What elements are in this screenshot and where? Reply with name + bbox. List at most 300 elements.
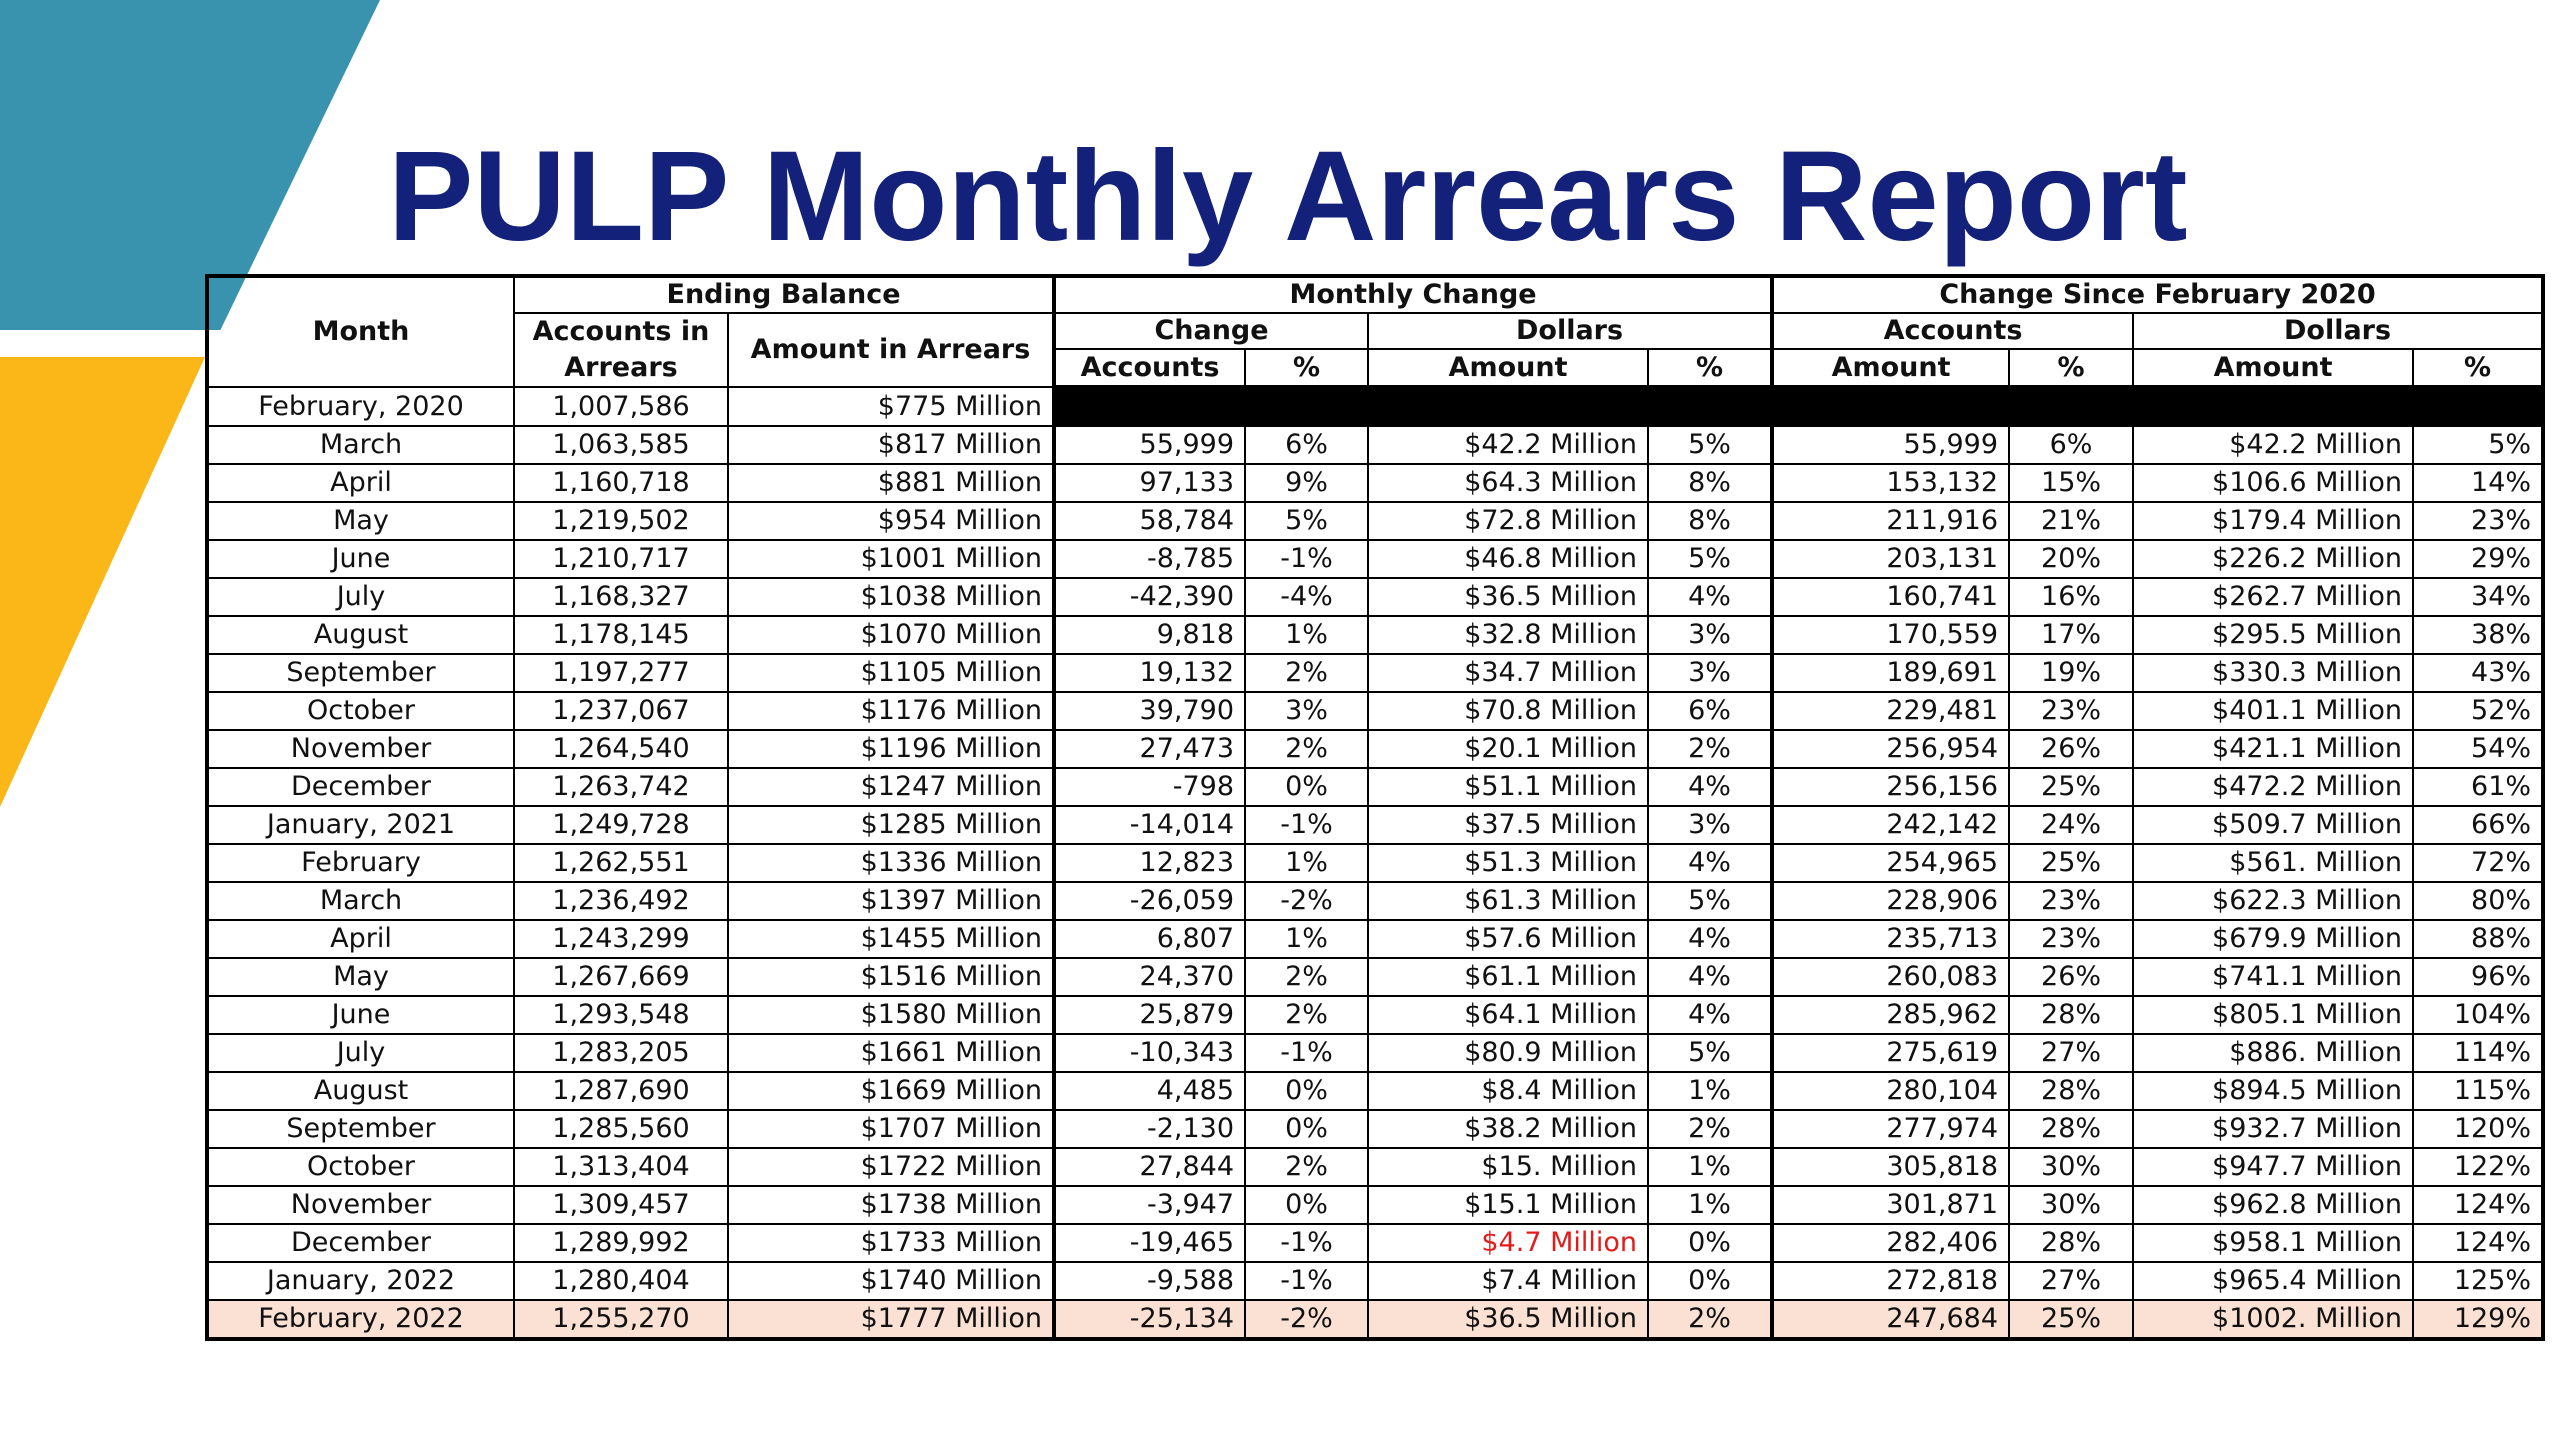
cell-month: March — [207, 426, 514, 464]
cell-month: February, 2020 — [207, 387, 514, 426]
cell-monthly-accounts-change: 97,133 — [1054, 464, 1245, 502]
cell-since-accounts-amount: 282,406 — [1772, 1224, 2009, 1262]
cell-monthly-accounts-change: -10,343 — [1054, 1034, 1245, 1072]
cell-since-dollars-pct: 29% — [2413, 540, 2543, 578]
cell-since-accounts-amount: 211,916 — [1772, 502, 2009, 540]
cell-since-dollars-pct: 88% — [2413, 920, 2543, 958]
cell-since-accounts-pct: 25% — [2009, 1300, 2133, 1339]
cell-monthly-dollars-amount: $51.1 Million — [1368, 768, 1648, 806]
cell-month: October — [207, 692, 514, 730]
header-change: Change — [1054, 313, 1368, 349]
cell-monthly-accounts-change: -8,785 — [1054, 540, 1245, 578]
cell-monthly-dollars-pct: 8% — [1648, 502, 1772, 540]
cell-amount-in-arrears: $1247 Million — [728, 768, 1054, 806]
cell-monthly-dollars-pct: 3% — [1648, 654, 1772, 692]
cell-monthly-accounts-change: -2,130 — [1054, 1110, 1245, 1148]
cell-amount-in-arrears: $1580 Million — [728, 996, 1054, 1034]
cell-since-dollars-amount: $401.1 Million — [2133, 692, 2413, 730]
cell-monthly-accounts-pct: 2% — [1245, 1148, 1368, 1186]
cell-accounts-in-arrears: 1,243,299 — [514, 920, 728, 958]
cell-amount-in-arrears: $881 Million — [728, 464, 1054, 502]
cell-since-accounts-pct: 20% — [2009, 540, 2133, 578]
table-header — [207, 276, 2543, 387]
cell-month: November — [207, 730, 514, 768]
cell-monthly-dollars-amount: $7.4 Million — [1368, 1262, 1648, 1300]
cell-monthly-dollars-amount: $32.8 Million — [1368, 616, 1648, 654]
cell-monthly-dollars-amount: $46.8 Million — [1368, 540, 1648, 578]
cell-amount-in-arrears: $1777 Million — [728, 1300, 1054, 1339]
cell-amount-in-arrears: $1740 Million — [728, 1262, 1054, 1300]
table-row — [207, 1224, 2543, 1262]
cell-month: April — [207, 464, 514, 502]
cell-since-dollars-pct: 14% — [2413, 464, 2543, 502]
cell-since-accounts-pct: 17% — [2009, 616, 2133, 654]
cell-amount-in-arrears: $954 Million — [728, 502, 1054, 540]
cell-since-accounts-amount: 229,481 — [1772, 692, 2009, 730]
cell-monthly-accounts-pct: 0% — [1245, 768, 1368, 806]
cell-monthly-dollars-amount: $64.3 Million — [1368, 464, 1648, 502]
cell-since-accounts-pct: 28% — [2009, 1224, 2133, 1262]
cell-monthly-accounts-pct: 0% — [1245, 1110, 1368, 1148]
cell-since-dollars-pct: 72% — [2413, 844, 2543, 882]
table-row — [207, 502, 2543, 540]
cell-monthly-dollars-amount: $57.6 Million — [1368, 920, 1648, 958]
cell-since-dollars-amount: $679.9 Million — [2133, 920, 2413, 958]
cell-since-accounts-pct: 26% — [2009, 730, 2133, 768]
cell-since-accounts-amount: 285,962 — [1772, 996, 2009, 1034]
cell-monthly-dollars-pct: 0% — [1648, 1224, 1772, 1262]
header-since-dollars: Dollars — [2133, 313, 2543, 349]
cell-since-dollars-amount: $741.1 Million — [2133, 958, 2413, 996]
table-row — [207, 464, 2543, 502]
cell-monthly-dollars-pct: 4% — [1648, 958, 1772, 996]
cell-since-accounts-amount: 256,954 — [1772, 730, 2009, 768]
cell-since-dollars-amount: $295.5 Million — [2133, 616, 2413, 654]
cell-accounts-in-arrears: 1,293,548 — [514, 996, 728, 1034]
cell-since-accounts-amount: 242,142 — [1772, 806, 2009, 844]
cell-monthly-dollars-amount: $64.1 Million — [1368, 996, 1648, 1034]
cell-since-dollars-pct: 54% — [2413, 730, 2543, 768]
cell-since-dollars-pct: 38% — [2413, 616, 2543, 654]
cell-since-dollars-amount: $262.7 Million — [2133, 578, 2413, 616]
cell-monthly-dollars-pct: 4% — [1648, 920, 1772, 958]
cell-accounts-in-arrears: 1,313,404 — [514, 1148, 728, 1186]
cell-month: January, 2021 — [207, 806, 514, 844]
cell-since-accounts-pct: 21% — [2009, 502, 2133, 540]
cell-since-dollars-pct: 23% — [2413, 502, 2543, 540]
cell-monthly-dollars-pct: 1% — [1648, 1148, 1772, 1186]
cell-monthly-dollars-amount: $15.1 Million — [1368, 1186, 1648, 1224]
cell-amount-in-arrears: $817 Million — [728, 426, 1054, 464]
cell-since-accounts-pct: 25% — [2009, 844, 2133, 882]
header-accounts-in-arrears: Accounts in Arrears — [514, 313, 728, 387]
cell-since-dollars-pct: 122% — [2413, 1148, 2543, 1186]
cell-monthly-accounts-change: -9,588 — [1054, 1262, 1245, 1300]
cell-monthly-accounts-change: 39,790 — [1054, 692, 1245, 730]
header-sub-pct: % — [1648, 349, 1772, 387]
cell-amount-in-arrears: $1722 Million — [728, 1148, 1054, 1186]
table-row — [207, 844, 2543, 882]
cell-since-dollars-pct: 80% — [2413, 882, 2543, 920]
table-row — [207, 540, 2543, 578]
header-amount-in-arrears: Amount in Arrears — [728, 313, 1054, 387]
header-month: Month — [207, 276, 514, 387]
cell-since-accounts-pct: 30% — [2009, 1186, 2133, 1224]
cell-since-accounts-pct: 28% — [2009, 996, 2133, 1034]
cell-monthly-accounts-pct: -1% — [1245, 540, 1368, 578]
cell-monthly-dollars-pct: 2% — [1648, 1110, 1772, 1148]
cell-monthly-accounts-pct: 0% — [1245, 1186, 1368, 1224]
header-sub-accounts: Accounts — [1054, 349, 1245, 387]
cell-monthly-accounts-pct: 2% — [1245, 730, 1368, 768]
cell-month: March — [207, 882, 514, 920]
cell-since-accounts-pct: 27% — [2009, 1262, 2133, 1300]
cell-since-dollars-pct: 52% — [2413, 692, 2543, 730]
cell-since-accounts-amount: 235,713 — [1772, 920, 2009, 958]
cell-since-dollars-pct: 129% — [2413, 1300, 2543, 1339]
cell-since-dollars-pct: 124% — [2413, 1224, 2543, 1262]
cell-monthly-dollars-amount: $38.2 Million — [1368, 1110, 1648, 1148]
cell-since-accounts-amount: 280,104 — [1772, 1072, 2009, 1110]
cell-monthly-dollars-pct: 1% — [1648, 1072, 1772, 1110]
cell-monthly-dollars-pct: 6% — [1648, 692, 1772, 730]
cell-accounts-in-arrears: 1,237,067 — [514, 692, 728, 730]
cell-monthly-dollars-pct: 4% — [1648, 578, 1772, 616]
page-title: PULP Monthly Arrears Report — [388, 125, 2188, 268]
cell-monthly-accounts-change: 19,132 — [1054, 654, 1245, 692]
cell-since-accounts-pct: 28% — [2009, 1110, 2133, 1148]
cell-since-dollars-pct: 104% — [2413, 996, 2543, 1034]
cell-since-dollars-pct: 115% — [2413, 1072, 2543, 1110]
header-sub-pct: % — [2413, 349, 2543, 387]
cell-amount-in-arrears: $1738 Million — [728, 1186, 1054, 1224]
cell-monthly-dollars-amount: $61.1 Million — [1368, 958, 1648, 996]
cell-amount-in-arrears: $1285 Million — [728, 806, 1054, 844]
cell-monthly-dollars-pct: 4% — [1648, 996, 1772, 1034]
cell-monthly-accounts-change: -26,059 — [1054, 882, 1245, 920]
cell-since-dollars-amount: $421.1 Million — [2133, 730, 2413, 768]
cell-amount-in-arrears: $1105 Million — [728, 654, 1054, 692]
cell-monthly-dollars-amount: $34.7 Million — [1368, 654, 1648, 692]
cell-since-accounts-pct: 19% — [2009, 654, 2133, 692]
table-row — [207, 1186, 2543, 1224]
cell-amount-in-arrears: $1397 Million — [728, 882, 1054, 920]
cell-month: July — [207, 578, 514, 616]
cell-monthly-accounts-pct: 2% — [1245, 996, 1368, 1034]
table-row — [207, 1148, 2543, 1186]
cell-month: October — [207, 1148, 514, 1186]
cell-since-accounts-amount: 305,818 — [1772, 1148, 2009, 1186]
cell-since-dollars-amount: $947.7 Million — [2133, 1148, 2413, 1186]
cell-monthly-dollars-pct: 3% — [1648, 806, 1772, 844]
table-row — [207, 996, 2543, 1034]
cell-amount-in-arrears: $1001 Million — [728, 540, 1054, 578]
cell-since-dollars-amount: $179.4 Million — [2133, 502, 2413, 540]
cell-monthly-dollars-pct: 5% — [1648, 540, 1772, 578]
cell-since-dollars-amount: $958.1 Million — [2133, 1224, 2413, 1262]
table-body — [207, 387, 2543, 1339]
cell-since-dollars-amount: $962.8 Million — [2133, 1186, 2413, 1224]
cell-month: August — [207, 1072, 514, 1110]
cell-since-accounts-pct: 26% — [2009, 958, 2133, 996]
table-row — [207, 768, 2543, 806]
cell-since-dollars-amount: $622.3 Million — [2133, 882, 2413, 920]
cell-since-accounts-amount: 260,083 — [1772, 958, 2009, 996]
cell-month: June — [207, 996, 514, 1034]
cell-since-accounts-pct: 6% — [2009, 426, 2133, 464]
cell-since-dollars-amount: $106.6 Million — [2133, 464, 2413, 502]
cell-since-accounts-pct: 25% — [2009, 768, 2133, 806]
cell-since-dollars-pct: 125% — [2413, 1262, 2543, 1300]
cell-since-accounts-pct: 23% — [2009, 920, 2133, 958]
cell-monthly-accounts-pct: 2% — [1245, 958, 1368, 996]
header-sub-amount: Amount — [1772, 349, 2009, 387]
cell-since-dollars-amount: $805.1 Million — [2133, 996, 2413, 1034]
cell-monthly-dollars-pct: 5% — [1648, 426, 1772, 464]
table-row — [207, 387, 2543, 426]
cell-amount-in-arrears: $1038 Million — [728, 578, 1054, 616]
cell-month: May — [207, 502, 514, 540]
header-sub-pct: % — [2009, 349, 2133, 387]
cell-since-accounts-amount: 189,691 — [1772, 654, 2009, 692]
cell-since-accounts-pct: 23% — [2009, 882, 2133, 920]
table-row — [207, 1034, 2543, 1072]
cell-accounts-in-arrears: 1,160,718 — [514, 464, 728, 502]
table-row — [207, 730, 2543, 768]
table-row — [207, 806, 2543, 844]
cell-monthly-accounts-change: 27,844 — [1054, 1148, 1245, 1186]
table-row — [207, 1300, 2543, 1339]
table-row — [207, 882, 2543, 920]
cell-since-accounts-amount: 153,132 — [1772, 464, 2009, 502]
cell-month: September — [207, 1110, 514, 1148]
cell-amount-in-arrears: $1336 Million — [728, 844, 1054, 882]
cell-since-dollars-amount: $886. Million — [2133, 1034, 2413, 1072]
cell-since-accounts-amount: 301,871 — [1772, 1186, 2009, 1224]
cell-since-dollars-amount: $472.2 Million — [2133, 768, 2413, 806]
cell-month: February — [207, 844, 514, 882]
cell-monthly-accounts-pct: -1% — [1245, 1262, 1368, 1300]
cell-accounts-in-arrears: 1,280,404 — [514, 1262, 728, 1300]
cell-accounts-in-arrears: 1,063,585 — [514, 426, 728, 464]
cell-accounts-in-arrears: 1,283,205 — [514, 1034, 728, 1072]
cell-monthly-dollars-amount: $42.2 Million — [1368, 426, 1648, 464]
decorative-yellow-shape — [0, 357, 205, 807]
cell-monthly-dollars-pct: 2% — [1648, 730, 1772, 768]
cell-since-accounts-pct: 27% — [2009, 1034, 2133, 1072]
cell-amount-in-arrears: $1070 Million — [728, 616, 1054, 654]
cell-month: November — [207, 1186, 514, 1224]
cell-since-accounts-pct: 24% — [2009, 806, 2133, 844]
cell-since-dollars-amount: $226.2 Million — [2133, 540, 2413, 578]
cell-since-accounts-pct: 23% — [2009, 692, 2133, 730]
cell-monthly-accounts-pct: 5% — [1245, 502, 1368, 540]
cell-monthly-accounts-change: -25,134 — [1054, 1300, 1245, 1339]
cell-monthly-dollars-amount: $70.8 Million — [1368, 692, 1648, 730]
cell-since-accounts-amount: 170,559 — [1772, 616, 2009, 654]
cell-monthly-dollars-pct: 1% — [1648, 1186, 1772, 1224]
cell-amount-in-arrears: $1516 Million — [728, 958, 1054, 996]
cell-since-dollars-amount: $330.3 Million — [2133, 654, 2413, 692]
cell-monthly-accounts-pct: 3% — [1245, 692, 1368, 730]
cell-since-dollars-amount: $509.7 Million — [2133, 806, 2413, 844]
cell-monthly-accounts-change: -798 — [1054, 768, 1245, 806]
cell-monthly-dollars-pct: 4% — [1648, 844, 1772, 882]
cell-monthly-accounts-change: -14,014 — [1054, 806, 1245, 844]
cell-monthly-accounts-pct: -1% — [1245, 1224, 1368, 1262]
cell-accounts-in-arrears: 1,210,717 — [514, 540, 728, 578]
cell-since-accounts-amount: 272,818 — [1772, 1262, 2009, 1300]
cell-since-dollars-amount: $1002. Million — [2133, 1300, 2413, 1339]
cell-monthly-dollars-amount: $8.4 Million — [1368, 1072, 1648, 1110]
table-row — [207, 426, 2543, 464]
cell-since-dollars-pct: 66% — [2413, 806, 2543, 844]
cell-accounts-in-arrears: 1,178,145 — [514, 616, 728, 654]
table-row — [207, 1072, 2543, 1110]
cell-monthly-accounts-pct: 1% — [1245, 616, 1368, 654]
cell-monthly-accounts-pct: -1% — [1245, 1034, 1368, 1072]
cell-monthly-accounts-change: 55,999 — [1054, 426, 1245, 464]
header-since-accounts: Accounts — [1772, 313, 2133, 349]
cell-monthly-accounts-change: 25,879 — [1054, 996, 1245, 1034]
cell-monthly-accounts-pct: 2% — [1245, 654, 1368, 692]
cell-month: January, 2022 — [207, 1262, 514, 1300]
cell-accounts-in-arrears: 1,219,502 — [514, 502, 728, 540]
cell-amount-in-arrears: $1669 Million — [728, 1072, 1054, 1110]
cell-monthly-accounts-change: 58,784 — [1054, 502, 1245, 540]
cell-month: February, 2022 — [207, 1300, 514, 1339]
cell-month: April — [207, 920, 514, 958]
cell-since-dollars-pct: 114% — [2413, 1034, 2543, 1072]
table-row — [207, 616, 2543, 654]
cell-monthly-dollars-pct: 4% — [1648, 768, 1772, 806]
cell-monthly-accounts-change: 9,818 — [1054, 616, 1245, 654]
header-sub-amount: Amount — [1368, 349, 1648, 387]
cell-since-accounts-pct: 16% — [2009, 578, 2133, 616]
cell-since-dollars-amount: $965.4 Million — [2133, 1262, 2413, 1300]
cell-since-accounts-amount: 275,619 — [1772, 1034, 2009, 1072]
cell-monthly-accounts-pct: 9% — [1245, 464, 1368, 502]
cell-monthly-accounts-change: -3,947 — [1054, 1186, 1245, 1224]
cell-monthly-dollars-pct: 3% — [1648, 616, 1772, 654]
cell-since-accounts-pct: 30% — [2009, 1148, 2133, 1186]
cell-monthly-accounts-change: 4,485 — [1054, 1072, 1245, 1110]
header-sub-amount: Amount — [2133, 349, 2413, 387]
cell-monthly-dollars-pct: 2% — [1648, 1300, 1772, 1339]
cell-amount-in-arrears: $1455 Million — [728, 920, 1054, 958]
cell-amount-in-arrears: $775 Million — [728, 387, 1054, 426]
table-row — [207, 920, 2543, 958]
table-row — [207, 1262, 2543, 1300]
cell-accounts-in-arrears: 1,255,270 — [514, 1300, 728, 1339]
cell-monthly-dollars-amount: $36.5 Million — [1368, 578, 1648, 616]
cell-accounts-in-arrears: 1,264,540 — [514, 730, 728, 768]
table-row — [207, 692, 2543, 730]
cell-monthly-accounts-pct: 1% — [1245, 844, 1368, 882]
cell-monthly-dollars-amount: $37.5 Million — [1368, 806, 1648, 844]
cell-monthly-accounts-change: 24,370 — [1054, 958, 1245, 996]
header-monthly-dollars: Dollars — [1368, 313, 1772, 349]
cell-amount-in-arrears: $1196 Million — [728, 730, 1054, 768]
cell-monthly-dollars-amount: $61.3 Million — [1368, 882, 1648, 920]
table-row — [207, 1110, 2543, 1148]
cell-monthly-accounts-change: 12,823 — [1054, 844, 1245, 882]
table-row — [207, 958, 2543, 996]
cell-accounts-in-arrears: 1,285,560 — [514, 1110, 728, 1148]
cell-amount-in-arrears: $1707 Million — [728, 1110, 1054, 1148]
cell-monthly-accounts-pct: -1% — [1245, 806, 1368, 844]
cell-accounts-in-arrears: 1,309,457 — [514, 1186, 728, 1224]
cell-accounts-in-arrears: 1,007,586 — [514, 387, 728, 426]
cell-monthly-accounts-change: 27,473 — [1054, 730, 1245, 768]
table-row — [207, 654, 2543, 692]
cell-amount-in-arrears: $1661 Million — [728, 1034, 1054, 1072]
cell-month: July — [207, 1034, 514, 1072]
cell-since-dollars-pct: 120% — [2413, 1110, 2543, 1148]
cell-month: May — [207, 958, 514, 996]
cell-month: August — [207, 616, 514, 654]
cell-monthly-accounts-change: -19,465 — [1054, 1224, 1245, 1262]
cell-accounts-in-arrears: 1,289,992 — [514, 1224, 728, 1262]
cell-month: December — [207, 1224, 514, 1262]
cell-monthly-dollars-amount: $20.1 Million — [1368, 730, 1648, 768]
cell-since-accounts-amount: 254,965 — [1772, 844, 2009, 882]
cell-monthly-dollars-pct: 0% — [1648, 1262, 1772, 1300]
header-change-since: Change Since February 2020 — [1772, 276, 2543, 313]
table-row — [207, 578, 2543, 616]
cell-since-dollars-amount: $561. Million — [2133, 844, 2413, 882]
baseline-blackout-cell — [1054, 387, 2543, 426]
cell-since-dollars-pct: 34% — [2413, 578, 2543, 616]
cell-since-accounts-amount: 203,131 — [1772, 540, 2009, 578]
cell-since-accounts-amount: 55,999 — [1772, 426, 2009, 464]
cell-since-dollars-pct: 96% — [2413, 958, 2543, 996]
cell-accounts-in-arrears: 1,287,690 — [514, 1072, 728, 1110]
arrears-table — [205, 274, 2545, 1341]
cell-since-accounts-amount: 277,974 — [1772, 1110, 2009, 1148]
cell-since-dollars-pct: 124% — [2413, 1186, 2543, 1224]
cell-monthly-dollars-pct: 5% — [1648, 1034, 1772, 1072]
cell-accounts-in-arrears: 1,267,669 — [514, 958, 728, 996]
header-ending-balance: Ending Balance — [514, 276, 1054, 313]
cell-monthly-accounts-pct: 0% — [1245, 1072, 1368, 1110]
cell-accounts-in-arrears: 1,249,728 — [514, 806, 728, 844]
cell-accounts-in-arrears: 1,263,742 — [514, 768, 728, 806]
cell-amount-in-arrears: $1733 Million — [728, 1224, 1054, 1262]
cell-since-dollars-amount: $932.7 Million — [2133, 1110, 2413, 1148]
cell-monthly-dollars-amount: $4.7 Million — [1368, 1224, 1648, 1262]
cell-monthly-dollars-pct: 5% — [1648, 882, 1772, 920]
cell-since-accounts-amount: 228,906 — [1772, 882, 2009, 920]
cell-monthly-accounts-change: 6,807 — [1054, 920, 1245, 958]
cell-month: September — [207, 654, 514, 692]
cell-accounts-in-arrears: 1,262,551 — [514, 844, 728, 882]
cell-monthly-accounts-pct: -2% — [1245, 882, 1368, 920]
cell-since-dollars-pct: 5% — [2413, 426, 2543, 464]
cell-month: June — [207, 540, 514, 578]
cell-accounts-in-arrears: 1,168,327 — [514, 578, 728, 616]
cell-since-accounts-pct: 15% — [2009, 464, 2133, 502]
cell-since-accounts-amount: 160,741 — [1772, 578, 2009, 616]
cell-since-dollars-pct: 61% — [2413, 768, 2543, 806]
cell-since-dollars-amount: $894.5 Million — [2133, 1072, 2413, 1110]
cell-monthly-dollars-pct: 8% — [1648, 464, 1772, 502]
cell-month: December — [207, 768, 514, 806]
cell-monthly-dollars-amount: $72.8 Million — [1368, 502, 1648, 540]
cell-monthly-dollars-amount: $36.5 Million — [1368, 1300, 1648, 1339]
cell-since-dollars-pct: 43% — [2413, 654, 2543, 692]
cell-since-accounts-pct: 28% — [2009, 1072, 2133, 1110]
